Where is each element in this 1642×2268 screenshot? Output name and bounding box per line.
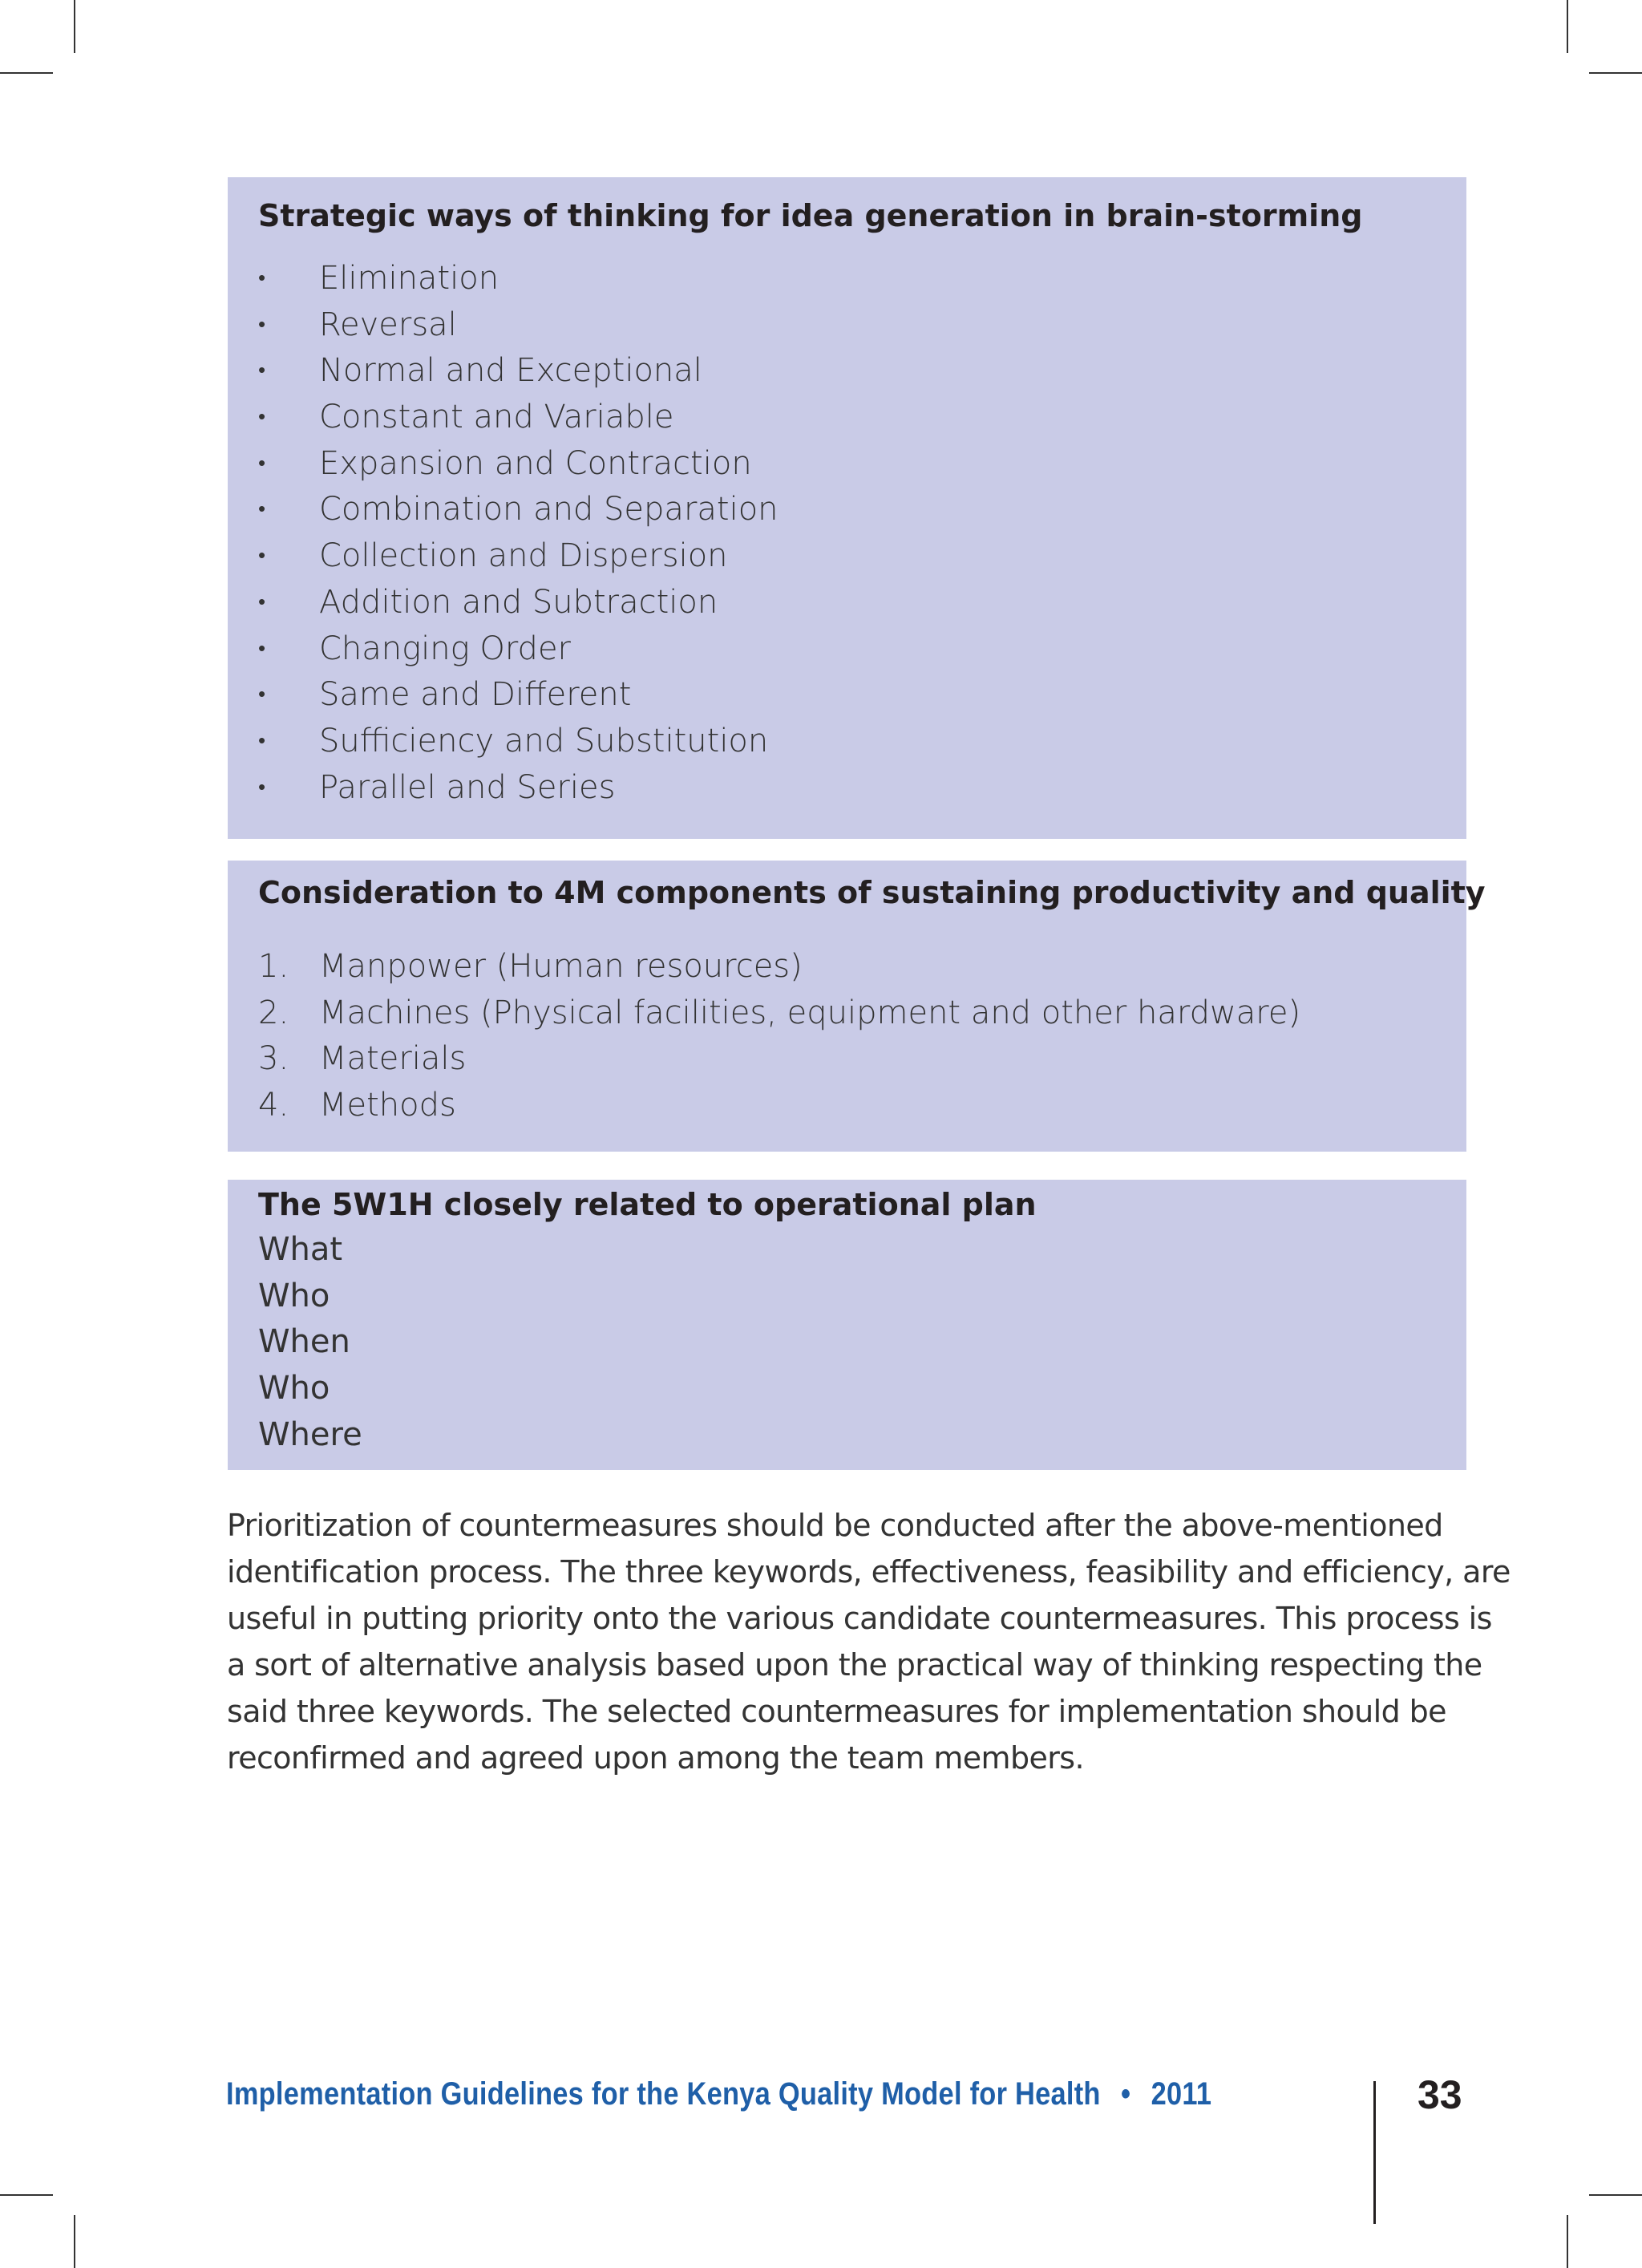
four-m-component-item: [258, 944, 1436, 990]
strategic-thinking-item-text: Collection and Dispersion: [319, 537, 728, 575]
four-m-component-text: Materials: [319, 1040, 467, 1078]
four-m-component-text: Manpower (Human resources): [319, 948, 803, 985]
crop-mark-top-right-horizontal: [1589, 72, 1642, 74]
four-m-component-item: [258, 1083, 1436, 1129]
four-m-components-title: Consideration to 4M components of sustaining productivity and quality: [258, 875, 1486, 910]
crop-mark-top-left-horizontal: [0, 72, 53, 74]
five-w-one-h-box: [228, 1180, 1466, 1470]
paragraph-line: useful in putting priority onto the various candidate countermeasures. This process is: [227, 1601, 1492, 1636]
strategic-thinking-item: [258, 256, 1436, 302]
four-m-component-item: [258, 990, 1436, 1037]
strategic-thinking-box: [228, 177, 1466, 839]
crop-mark-top-right-vertical: [1567, 0, 1568, 53]
item-number: 2.: [258, 994, 289, 1031]
strategic-thinking-item-text: Constant and Variable: [319, 399, 674, 436]
strategic-thinking-title: Strategic ways of thinking for idea generation in brain-storming: [258, 198, 1363, 233]
strategic-thinking-item-text: Changing Order: [319, 630, 572, 667]
strategic-thinking-item-text: Sufficiency and Substitution: [319, 722, 769, 759]
strategic-thinking-item-text: Reversal: [319, 306, 457, 343]
strategic-thinking-item: [258, 626, 1436, 673]
four-m-component-text: Methods: [319, 1087, 456, 1124]
page-number: 33: [1418, 2072, 1462, 2117]
five-w-one-h-item: Who: [258, 1277, 330, 1314]
paragraph-line: identification process. The three keywords, effectiveness, feasibility and efficiency, are: [227, 1554, 1511, 1590]
bullet-icon: •: [258, 775, 266, 800]
paragraph-line: a sort of alternative analysis based upon the practical way of thinking respecting the: [227, 1647, 1482, 1683]
strategic-thinking-item: [258, 580, 1436, 626]
footer-publication-title: [226, 2076, 1211, 2112]
strategic-thinking-item: [258, 765, 1436, 812]
bullet-icon: •: [258, 266, 266, 290]
crop-mark-top-left-vertical: [74, 0, 75, 53]
paragraph-line: Prioritization of countermeasures should be conducted after the above-mentioned: [227, 1508, 1443, 1543]
crop-mark-bottom-right-horizontal: [1589, 2194, 1642, 2196]
footer-divider-line: [1373, 2081, 1376, 2224]
five-w-one-h-item: What: [258, 1231, 343, 1268]
strategic-thinking-item-text: Addition and Subtraction: [319, 583, 718, 621]
crop-mark-bottom-left-horizontal: [0, 2194, 53, 2196]
bullet-icon: •: [258, 728, 266, 753]
strategic-thinking-item: [258, 302, 1436, 349]
paragraph-line: said three keywords. The selected countermeasures for implementation should be: [227, 1694, 1446, 1729]
strategic-thinking-item-text: Expansion and Contraction: [319, 444, 752, 482]
item-number: 3.: [258, 1040, 289, 1078]
strategic-thinking-item: [258, 719, 1436, 765]
five-w-one-h-item: When: [258, 1323, 350, 1361]
strategic-thinking-item-text: Same and Different: [319, 676, 632, 714]
footer-title: Implementation Guidelines for the Kenya Quality Model for Health: [226, 2076, 1101, 2112]
four-m-component-item: [258, 1036, 1436, 1083]
four-m-component-text: Machines (Physical facilities, equipment and other hardware): [319, 994, 1301, 1031]
crop-mark-bottom-left-vertical: [74, 2215, 75, 2268]
strategic-thinking-item: [258, 441, 1436, 488]
strategic-thinking-list: [258, 256, 1436, 811]
five-w-one-h-item: Who: [258, 1370, 330, 1407]
four-m-components-list: [258, 944, 1436, 1129]
four-m-components-box: [228, 861, 1486, 1152]
bullet-icon: •: [258, 497, 266, 522]
five-w-one-h-title: The 5W1H closely related to operational plan: [258, 1187, 1037, 1222]
strategic-thinking-item-text: Normal and Exceptional: [319, 352, 702, 390]
bullet-icon: •: [258, 312, 266, 337]
strategic-thinking-item: [258, 395, 1436, 441]
strategic-thinking-item: [258, 533, 1436, 580]
bullet-icon: •: [258, 358, 266, 383]
bullet-icon: •: [258, 589, 266, 614]
strategic-thinking-item: [258, 487, 1436, 533]
bullet-icon: •: [258, 544, 266, 569]
strategic-thinking-item-text: Combination and Separation: [319, 491, 779, 529]
item-number: 4.: [258, 1087, 289, 1124]
bullet-icon: •: [258, 682, 266, 707]
strategic-thinking-item: [258, 348, 1436, 395]
footer-separator: •: [1121, 2076, 1131, 2112]
prioritization-paragraph: [227, 1502, 1511, 1781]
five-w-one-h-list: [258, 1227, 1436, 1458]
bullet-icon: •: [258, 451, 266, 476]
item-number: 1.: [258, 948, 289, 985]
strategic-thinking-item-text: Parallel and Series: [319, 768, 616, 806]
strategic-thinking-item-text: Elimination: [319, 260, 499, 297]
bullet-icon: •: [258, 636, 266, 661]
bullet-icon: •: [258, 405, 266, 430]
crop-mark-bottom-right-vertical: [1567, 2215, 1568, 2268]
paragraph-line: reconfirmed and agreed upon among the team members.: [227, 1740, 1084, 1776]
five-w-one-h-item: Where: [258, 1415, 362, 1453]
strategic-thinking-item: [258, 672, 1436, 719]
footer-year: 2011: [1151, 2076, 1212, 2112]
